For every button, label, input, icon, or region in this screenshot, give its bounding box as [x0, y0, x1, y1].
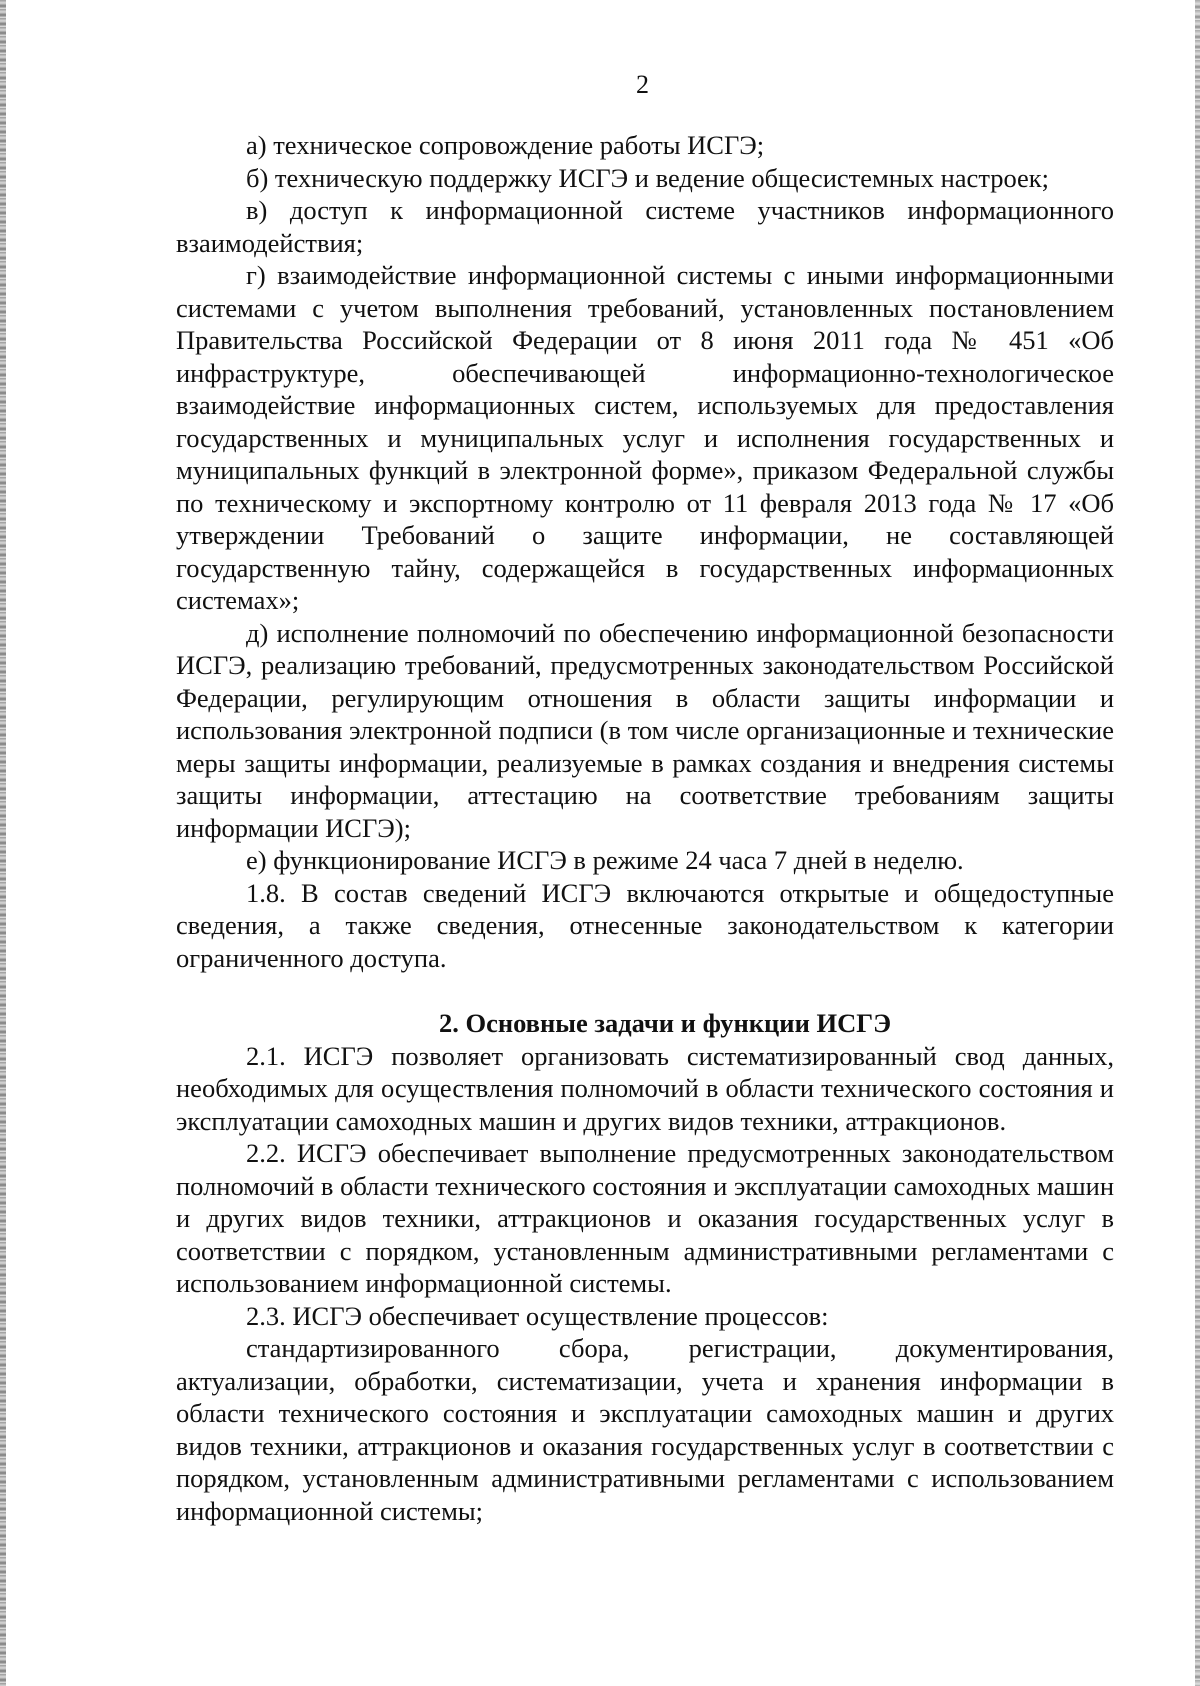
- paragraph-2-3-processes: стандартизированного сбора, регистрации, документирования, актуализации, обработки, систематизации, учета и хранения информации в области технического состояния и эксплуатации самоходных машин и других видов техники, аттракционов и оказания государственных услуг в соответствии с порядком, установленным административными регламентами с использованием информационной системы;: [176, 1333, 1114, 1526]
- paragraph-1-8: 1.8. В состав сведений ИСГЭ включаются открытые и общедоступные сведения, а также сведения, отнесенные законодательством к категории ограниченного доступа.: [176, 877, 1114, 973]
- paragraph-item-v: в) доступ к информационной системе участников информационного взаимодействия;: [176, 195, 1114, 258]
- paragraph-item-e: е) функционирование ИСГЭ в режиме 24 часа 7 дней в неделю.: [246, 845, 964, 875]
- paragraph-2-3: 2.3. ИСГЭ обеспечивает осуществление процессов:: [246, 1300, 829, 1331]
- paragraph-item-a: а) техническое сопровождение работы ИСГЭ;: [246, 130, 765, 160]
- page-number: 2: [636, 70, 649, 99]
- section-title: 2. Основные задачи и функции ИСГЭ: [438, 1008, 892, 1038]
- paragraph-item-b: б) техническую поддержку ИСГЭ и ведение общесистемных настроек;: [246, 162, 1050, 193]
- document-body: [176, 129, 1114, 1527]
- paragraph-2-2: 2.2. ИСГЭ обеспечивает выполнение предусмотренных законодательством полномочий в области технического состояния и эксплуатации самоходных машин и других видов техники, аттракционов и оказания государственных услуг в соответствии с порядком, установленным административными регламентами с использованием информационной системы.: [176, 1138, 1114, 1298]
- paragraph-2-1: 2.1. ИСГЭ позволяет организовать систематизированный свод данных, необходимых для осуществления полномочий в области технического состояния и эксплуатации самоходных машин и других видов техники, аттракционов.: [176, 1040, 1114, 1136]
- scan-edge-right: [1195, 0, 1200, 1686]
- scan-edge-left: [0, 0, 6, 1686]
- paragraph-item-g: г) взаимодействие информационной системы с иными информационными системами с учетом выполнения требований, установленных постановлением Правительства Российской Федерации от 8 июня 2011 года № 451 «Об инфраструктуре, обеспечивающей информационно-технологическое взаимодействие информационных систем, используемых для предоставления государственных и муниципальных услуг и исполнения государственных и муниципальных функций в электронной форме», приказом Федеральной службы по техническому и экспортному контролю от 11 февраля 2013 года № 17 «Об утверждении Требований о защите информации, не составляющей государственную тайну, содержащейся в государственных информационных системах»;: [176, 260, 1114, 615]
- paragraph-item-d: д) исполнение полномочий по обеспечению информационной безопасности ИСГЭ, реализацию требований, предусмотренных законодательством Российской Федерации, регулирующим отношения в области защиты информации и использования электронной подписи (в том числе организационные и технические меры защиты информации, реализуемые в рамках создания и внедрения системы защиты информации, аттестацию на соответствие требованиям защиты информации ИСГЭ);: [176, 617, 1114, 843]
